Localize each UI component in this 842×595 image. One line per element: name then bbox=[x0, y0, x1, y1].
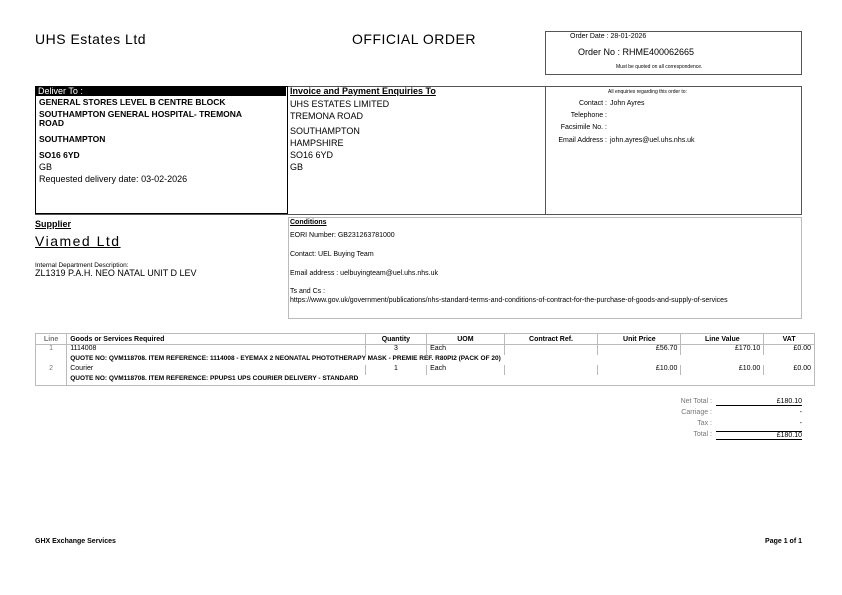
net-total-label: Net Total : bbox=[680, 398, 712, 405]
contract-ref bbox=[504, 345, 598, 356]
deliver-line: SOUTHAMPTON bbox=[39, 134, 106, 144]
total-value: £180.10 bbox=[716, 431, 802, 440]
deliver-line: SOUTHAMPTON GENERAL HOSPITAL- TREMONA bbox=[39, 109, 243, 119]
column-header: Goods or Services Required bbox=[67, 334, 365, 345]
unit-price: £56.70 bbox=[598, 345, 681, 356]
net-total-value: £180.10 bbox=[716, 398, 802, 406]
invoice-line: GB bbox=[290, 162, 304, 172]
requested-delivery-date: Requested delivery date: 03-02-2026 bbox=[39, 174, 188, 184]
item-description: QUOTE NO: QVM118708. ITEM REFERENCE: PPUPS1 UPS COURIER DELIVERY - STANDARD bbox=[67, 375, 815, 386]
deliver-line: GENERAL STORES LEVEL B CENTRE BLOCK bbox=[39, 97, 226, 107]
vat: £0.00 bbox=[764, 365, 815, 375]
conditions-eori: EORI Number: GB231263781000 bbox=[290, 232, 395, 239]
deliver-line: ROAD bbox=[39, 118, 65, 128]
item-description: QUOTE NO: QVM118708. ITEM REFERENCE: 1114008 - EYEMAX 2 NEONATAL PHOTOTHERAPY MASK - PREMIE REF. R80PI2 (PACK OF 20) bbox=[67, 355, 815, 365]
invoice-line: HAMPSHIRE bbox=[290, 138, 344, 148]
order-info-box bbox=[545, 31, 802, 75]
column-header: Unit Price bbox=[598, 334, 681, 345]
deliver-line: SO16 6YD bbox=[39, 150, 80, 160]
department-label: Internal Department Description: bbox=[35, 262, 129, 269]
footer-left: GHX Exchange Services bbox=[35, 538, 116, 545]
deliver-line: GB bbox=[39, 162, 53, 172]
tax-label: Tax : bbox=[697, 420, 712, 427]
column-header: VAT bbox=[764, 334, 815, 345]
uom: Each bbox=[427, 365, 505, 375]
conditions-contact: Contact: UEL Buying Team bbox=[290, 251, 374, 258]
column-header: Quantity bbox=[365, 334, 426, 345]
table-row bbox=[36, 345, 815, 356]
unit-price: £10.00 bbox=[598, 365, 681, 375]
invoice-label: Invoice and Payment Enquiries To bbox=[290, 86, 436, 96]
quantity: 1 bbox=[365, 365, 426, 375]
department-value: ZL1319 P.A.H. NEO NATAL UNIT D LEV bbox=[35, 268, 197, 278]
order-lines-table bbox=[35, 333, 815, 386]
company-name: UHS Estates Ltd bbox=[35, 31, 146, 47]
email-label: Email Address : bbox=[558, 137, 607, 144]
column-header: Line Value bbox=[681, 334, 764, 345]
deliver-to-label: Deliver To : bbox=[36, 86, 286, 96]
column-header: Contract Ref. bbox=[504, 334, 598, 345]
divider bbox=[545, 86, 546, 215]
contact-label: Contact : bbox=[578, 100, 607, 107]
item-code: 1114008 bbox=[67, 345, 365, 356]
page-number: Page 1 of 1 bbox=[765, 538, 802, 545]
conditions-url-link[interactable]: https://www.gov.uk/government/publications/nhs-standard-terms-and-conditions-of-contract-for-the-purchase-of-goods-and-supply-of-services bbox=[290, 297, 728, 304]
line-number: 2 bbox=[36, 365, 67, 375]
contact-value: John Ayres bbox=[610, 100, 645, 107]
uom: Each bbox=[427, 345, 505, 356]
table-row-description bbox=[36, 355, 815, 365]
contract-ref bbox=[504, 365, 598, 375]
supplier-name: Viamed Ltd bbox=[35, 233, 121, 249]
invoice-line: UHS ESTATES LIMITED bbox=[290, 99, 390, 109]
conditions-ts: Ts and Cs : bbox=[290, 288, 326, 295]
carriage-label: Carriage : bbox=[681, 409, 712, 416]
carriage-value: - bbox=[799, 409, 802, 416]
invoice-line: SOUTHAMPTON bbox=[290, 126, 360, 136]
column-header: Line bbox=[36, 334, 67, 345]
enquiries-heading: All enquiries regarding this order to: bbox=[608, 89, 687, 95]
line-value: £10.00 bbox=[681, 365, 764, 375]
order-date: Order Date : 28-01-2026 bbox=[570, 33, 647, 40]
supplier-label: Supplier bbox=[35, 219, 72, 229]
table-header-row bbox=[36, 334, 815, 345]
column-header: UOM bbox=[427, 334, 505, 345]
document-title: OFFICIAL ORDER bbox=[352, 31, 476, 47]
email-value: john.ayres@uel.uhs.nhs.uk bbox=[610, 137, 695, 144]
line-number: 1 bbox=[36, 345, 67, 356]
order-number: Order No : RHME400062665 bbox=[578, 47, 695, 57]
total-label: Total : bbox=[693, 431, 712, 438]
invoice-line: TREMONA ROAD bbox=[290, 111, 364, 121]
tax-value: - bbox=[799, 420, 802, 427]
quantity: 3 bbox=[365, 345, 426, 356]
invoice-line: SO16 6YD bbox=[290, 150, 334, 160]
order-note: Must be quoted on all correspondence. bbox=[616, 64, 703, 70]
telephone-label: Telephone : bbox=[570, 112, 607, 119]
line-value: £170.10 bbox=[681, 345, 764, 356]
conditions-email: Email address : uelbuyingteam@uel.uhs.nhs.uk bbox=[290, 270, 438, 277]
item-code: Courier bbox=[67, 365, 365, 375]
conditions-label: Conditions bbox=[290, 219, 327, 226]
table-row-description bbox=[36, 375, 815, 386]
vat: £0.00 bbox=[764, 345, 815, 356]
facsimile-label: Facsimile No. : bbox=[560, 124, 607, 131]
table-row bbox=[36, 365, 815, 375]
